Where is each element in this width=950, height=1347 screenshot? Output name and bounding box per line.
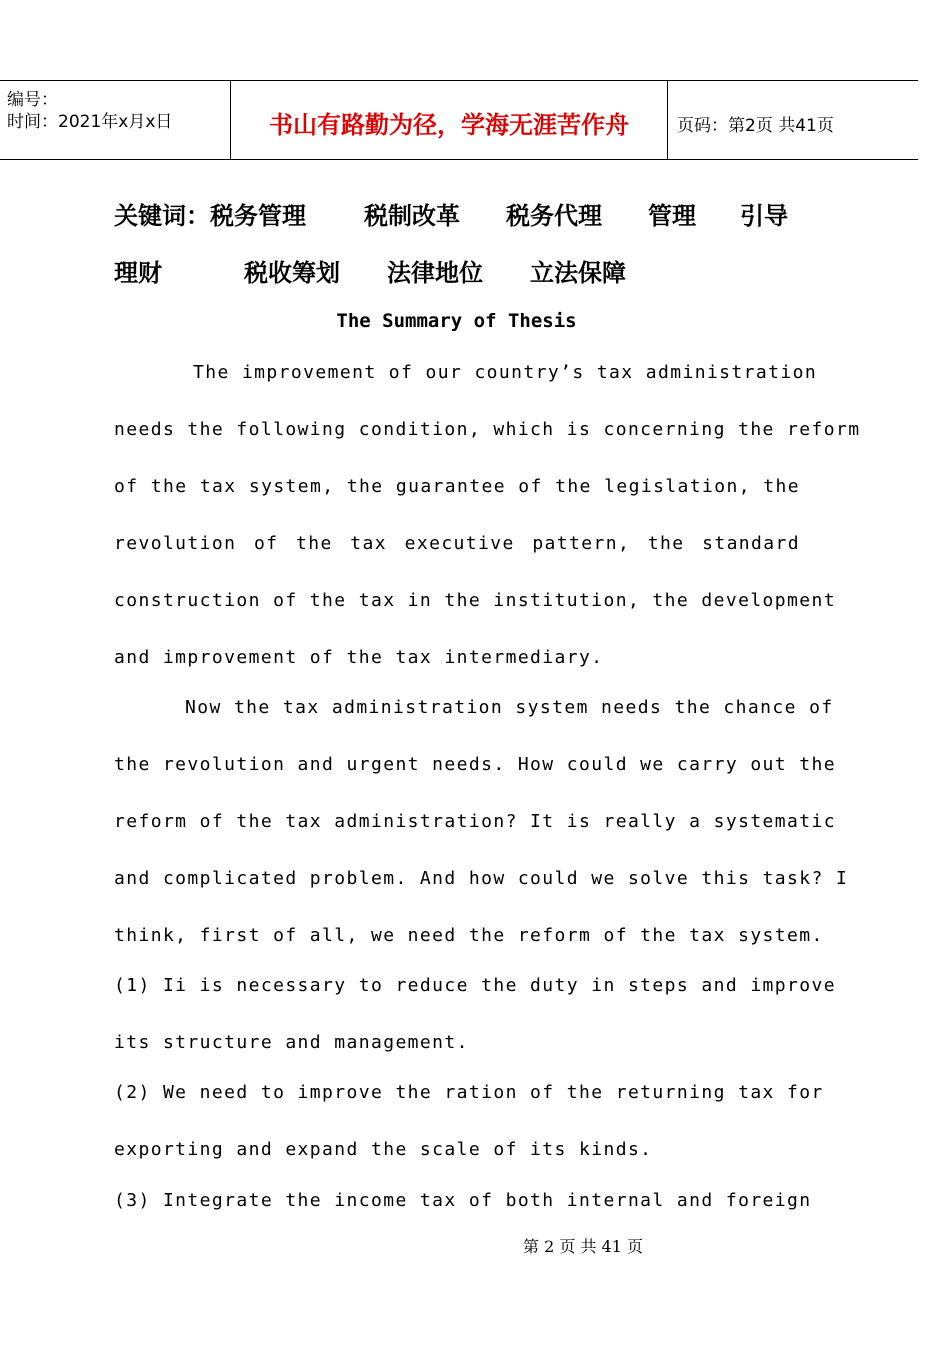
text-line: (3) Integrate the income tax of both internal and foreign xyxy=(114,1190,812,1211)
header-page-info: 页码：第2页 共41页 xyxy=(677,116,834,136)
keywords-line-1 xyxy=(114,196,788,231)
keyword: 税收筹划 xyxy=(244,259,340,287)
text-line: construction of the tax in the institution, the development xyxy=(114,590,836,611)
header-meta-cell xyxy=(0,81,230,159)
header-page-cell xyxy=(667,81,918,159)
text-line: the revolution and urgent needs. How could we carry out the xyxy=(114,754,836,775)
keyword: 关键词：税务管理 xyxy=(114,202,306,230)
keyword: 法律地位 xyxy=(387,259,483,287)
text-line: needs the following condition, which is concerning the reform xyxy=(114,419,861,440)
keyword: 税制改革 xyxy=(364,202,460,230)
page-header xyxy=(0,80,918,160)
text-line: exporting and expand the scale of its kinds. xyxy=(114,1139,653,1160)
text-line: its structure and management. xyxy=(114,1032,469,1053)
keyword: 理财 xyxy=(114,259,162,287)
keyword: 引导 xyxy=(740,202,788,230)
keyword: 税务代理 xyxy=(506,202,602,230)
text-line: (2) We need to improve the ration of the returning tax for xyxy=(114,1082,824,1103)
text-line: of the tax system, the guarantee of the legislation, the xyxy=(114,476,800,497)
text-line: and complicated problem. And how could we solve this task? I xyxy=(114,868,849,889)
header-motto-cell xyxy=(230,81,668,159)
text-line: and improvement of the tax intermediary. xyxy=(114,647,604,668)
document-time-label: 时间：2021年x月x日 xyxy=(7,112,173,132)
text-line: think, first of all, we need the reform of the tax system. xyxy=(114,925,824,946)
document-number-label: 编号： xyxy=(7,90,58,110)
text-line: (1) Ii is necessary to reduce the duty in steps and improve xyxy=(114,975,836,996)
text-line: revolution of the tax executive pattern, the standard xyxy=(114,533,800,554)
summary-title: The Summary of Thesis xyxy=(336,310,577,332)
text-line: Now the tax administration system needs the chance of xyxy=(185,697,834,718)
text-line: reform of the tax administration? It is really a systematic xyxy=(114,811,836,832)
keyword: 立法保障 xyxy=(530,259,626,287)
header-motto: 书山有路勤为径，学海无涯苦作舟 xyxy=(269,111,629,139)
keywords-line-2 xyxy=(114,253,626,288)
page-footer: 第 2 页 共 41 页 xyxy=(523,1237,643,1256)
keyword: 管理 xyxy=(648,202,696,230)
text-line: The improvement of our country’s tax administration xyxy=(193,362,818,383)
